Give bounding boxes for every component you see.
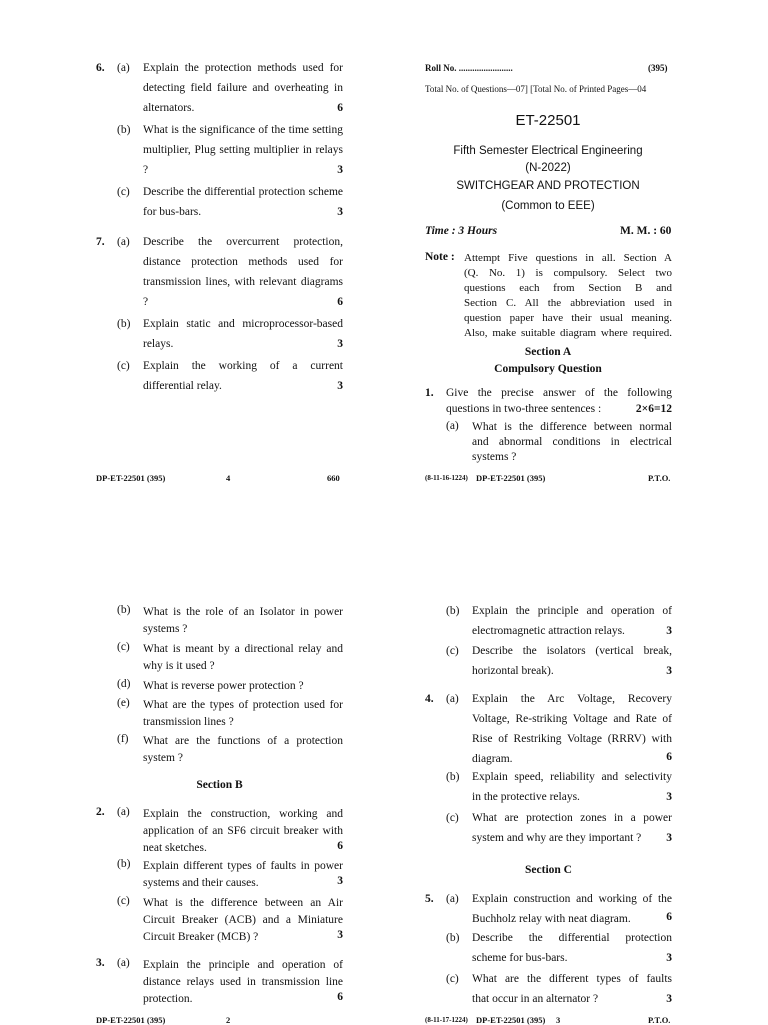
question-text: Describe the differential protection scheme for bus-bars. bbox=[472, 932, 672, 964]
footer-code: DP-ET-22501 (395) bbox=[476, 1015, 546, 1025]
footer-code: DP-ET-22501 (395) bbox=[96, 1015, 166, 1025]
marks: 3 bbox=[666, 791, 672, 803]
section-heading: Section B bbox=[196, 779, 243, 791]
question-text: Explain speed, reliability and selectivity in the protective relays. bbox=[472, 771, 672, 803]
sub-label: (c) bbox=[446, 645, 459, 657]
marks: 6 bbox=[337, 296, 343, 308]
question-number: 4. bbox=[425, 693, 434, 705]
note-line: (Q. No. 1) is compulsory. Select two bbox=[464, 267, 672, 279]
sub-label: (a) bbox=[117, 806, 130, 818]
marks: 6 bbox=[337, 991, 343, 1003]
sub-label: (d) bbox=[117, 678, 131, 690]
section-subheading: Compulsory Question bbox=[494, 363, 602, 375]
marks: 6 bbox=[666, 751, 672, 763]
sub-label: (b) bbox=[446, 771, 460, 783]
sub-label: (c) bbox=[446, 812, 459, 824]
sub-label: (a) bbox=[446, 693, 459, 705]
marks: 6 bbox=[337, 102, 343, 114]
marks: 3 bbox=[337, 929, 343, 941]
note-line: Section C. All the abbreviation used in bbox=[464, 297, 672, 309]
marks: 3 bbox=[337, 164, 343, 176]
question-text: Explain construction and working of the Buchholz relay with neat diagram. bbox=[472, 893, 672, 925]
question-text: Explain the principle and operation of electromagnetic attraction relays. bbox=[472, 605, 672, 637]
question-text: What is the difference between normal and abnormal conditions in electrical systems ? bbox=[472, 421, 672, 463]
sub-label: (c) bbox=[446, 973, 459, 985]
footer-code: DP-ET-22501 (395) bbox=[96, 473, 166, 483]
marks: 3 bbox=[666, 952, 672, 964]
marks: 3 bbox=[666, 625, 672, 637]
marks: 3 bbox=[337, 338, 343, 350]
sub-label: (a) bbox=[446, 893, 459, 905]
marks: 3 bbox=[337, 380, 343, 392]
question-text: questions in two-three sentences : bbox=[446, 403, 602, 415]
question-text: Describe the overcurrent protection, distance protection methods used for transmission lines, with relevant diagrams ? bbox=[143, 236, 343, 308]
question-number: 7. bbox=[96, 236, 105, 248]
marks: 3 bbox=[666, 993, 672, 1005]
common-to: (Common to EEE) bbox=[501, 200, 595, 212]
question-text: Explain static and microprocessor-based relays. bbox=[143, 318, 343, 350]
print-code: (8-11-17-1224) bbox=[425, 1016, 468, 1024]
semester: Fifth Semester Electrical Engineering bbox=[453, 145, 643, 157]
note-line: question paper have their usual meaning. bbox=[464, 312, 672, 324]
question-text: Explain different types of faults in power systems and their causes. bbox=[143, 860, 343, 889]
question-text: Explain the working of a current differential relay. bbox=[143, 360, 343, 392]
sub-label: (a) bbox=[446, 420, 459, 432]
max-marks: M. M. : 60 bbox=[620, 225, 672, 237]
footer-page: 4 bbox=[226, 473, 231, 483]
footer-count: 660 bbox=[327, 473, 340, 483]
totals-line: Total No. of Questions—07] [Total No. of Printed Pages—04 bbox=[425, 84, 647, 94]
question-text: Describe the isolators (vertical break, horizontal break). bbox=[472, 645, 672, 677]
marks: 3 bbox=[337, 875, 343, 887]
print-code: (8-11-16-1224) bbox=[425, 474, 468, 482]
question-text: Describe the differential protection scheme for bus-bars. bbox=[143, 186, 343, 218]
sub-label: (c) bbox=[117, 895, 130, 907]
sub-label: (b) bbox=[117, 858, 131, 870]
question-text: What is the significance of the time setting multiplier, Plug setting multiplier in relays ? bbox=[143, 124, 343, 176]
question-text: What are the functions of a protection system ? bbox=[143, 735, 343, 764]
question-text: What are the different types of faults that occur in an alternator ? bbox=[472, 973, 672, 1005]
marks: 6 bbox=[666, 911, 672, 923]
footer-pto: P.T.O. bbox=[648, 1015, 671, 1025]
sub-label: (b) bbox=[446, 605, 460, 617]
question-text: Explain the Arc Voltage, Recovery Voltage, Re-striking Voltage and Rate of Rise of Restriking Voltage (RRRV) with diagram. bbox=[472, 693, 672, 765]
question-number: 2. bbox=[96, 806, 105, 818]
question-text: Explain the construction, working and application of an SF6 circuit breaker with neat sketches. bbox=[143, 808, 343, 854]
sub-label: (c) bbox=[117, 641, 130, 653]
question-number: 1. bbox=[425, 387, 434, 399]
question-number: 6. bbox=[96, 62, 105, 74]
question-text: What is the role of an Isolator in power systems ? bbox=[143, 606, 343, 635]
sub-label: (e) bbox=[117, 697, 130, 709]
question-text: Explain the principle and operation of distance relays used in transmission line protection. bbox=[143, 959, 343, 1005]
marks: 6 bbox=[337, 840, 343, 852]
sub-label: (c) bbox=[117, 360, 130, 372]
marks: 2×6=12 bbox=[635, 403, 672, 415]
footer-page: 2 bbox=[226, 1015, 231, 1025]
note-label: Note : bbox=[425, 251, 455, 263]
paper-code: (395) bbox=[648, 63, 668, 73]
marks: 3 bbox=[666, 665, 672, 677]
question-text: Explain the protection methods used for detecting field failure and overheating in alternators. bbox=[143, 62, 343, 114]
question-text: What is the difference between an Air Circuit Breaker (ACB) and a Miniature Circuit Breaker (MCB) ? bbox=[143, 897, 343, 943]
roll-number: Roll No. ........................ bbox=[425, 63, 513, 73]
sub-label: (b) bbox=[117, 318, 131, 330]
question-number: 5. bbox=[425, 893, 434, 905]
note-line: questions each from Section B and bbox=[464, 282, 672, 294]
question-text: What is meant by a directional relay and why is it used ? bbox=[143, 643, 343, 672]
note-text bbox=[464, 251, 672, 341]
sub-label: (a) bbox=[117, 236, 130, 248]
footer-page: 3 bbox=[556, 1015, 561, 1025]
question-text: What are the types of protection used for transmission lines ? bbox=[143, 699, 343, 728]
sub-label: (b) bbox=[117, 124, 131, 136]
marks: 3 bbox=[666, 832, 672, 844]
sub-label: (a) bbox=[117, 62, 130, 74]
question-text: What is reverse power protection ? bbox=[143, 680, 304, 692]
sub-label: (a) bbox=[117, 957, 130, 969]
sub-label: (b) bbox=[446, 932, 460, 944]
note-line: Also, make suitable diagram where required. bbox=[464, 327, 672, 339]
question-text: Give the precise answer of the following bbox=[446, 387, 672, 399]
question-text: What are protection zones in a power system and why are they important ? bbox=[472, 812, 672, 844]
section-heading: Section A bbox=[524, 346, 572, 358]
footer-code: DP-ET-22501 (395) bbox=[476, 473, 546, 483]
marks: 3 bbox=[337, 206, 343, 218]
sub-label: (b) bbox=[117, 604, 131, 616]
exam-code: ET-22501 bbox=[515, 112, 581, 129]
time-allowed: Time : 3 Hours bbox=[425, 225, 498, 237]
sub-label: (c) bbox=[117, 186, 130, 198]
sub-label: (f) bbox=[117, 733, 129, 745]
subject-title: SWITCHGEAR AND PROTECTION bbox=[456, 180, 640, 192]
question-number: 3. bbox=[96, 957, 105, 969]
note-line: Attempt Five questions in all. Section A bbox=[464, 252, 672, 264]
session: (N-2022) bbox=[525, 162, 571, 174]
section-heading: Section C bbox=[525, 864, 572, 876]
footer-pto: P.T.O. bbox=[648, 473, 671, 483]
